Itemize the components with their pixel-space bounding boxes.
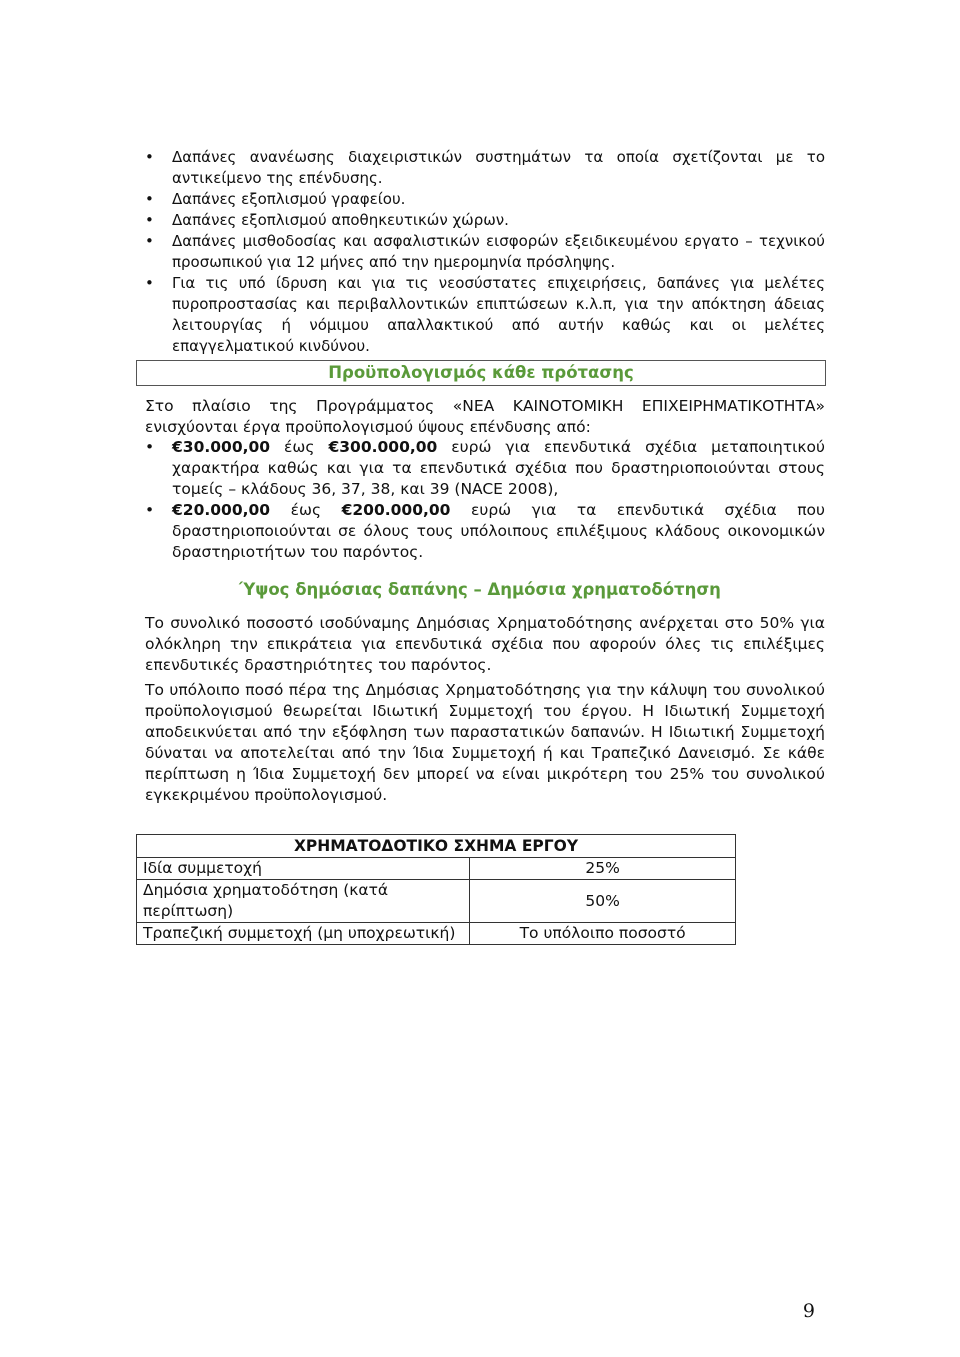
page-number: 9 (802, 1300, 815, 1322)
table-header-row (137, 835, 736, 858)
table-row (137, 858, 736, 880)
range-description: ευρώ για επενδυτικά σχέδια μεταποιητικού χαρακτήρα καθώς και για τα επενδυτικά σχέδια που δραστηριοποιούνται στους τομείς – κλάδους 36, 37, 38, και 39 (NACE 2008), (172, 438, 825, 498)
row-value: 25% (470, 858, 736, 880)
public-funding-paragraph-1: Το συνολικό ποσοστό ισοδύναμης Δημόσιας Χρηματοδότησης ανέρχεται στο 50% για ολόκληρη την επικράτεια για επενδυτικά σχέδια που αφορούν όλες τις επιλέξιμες επενδυτικές δραστηριότητες του παρόντος. (145, 614, 825, 674)
range-from: €20.000,00 (172, 501, 271, 519)
budget-range-list (145, 437, 825, 563)
list-item: • Δαπάνες εξοπλισμού γραφείου. (145, 189, 825, 210)
range-to: €200.000,00 (341, 501, 451, 519)
row-value: 50% (470, 880, 736, 923)
range-description: ευρώ για τα επενδυτικά σχέδια που δραστηριοποιούνται σε όλους τους υπόλοιπους επιλέξιμους κλάδους οικονομικών δραστηριοτήτων του παρόντος. (172, 501, 825, 561)
table-row (137, 923, 736, 945)
list-item: • Δαπάνες εξοπλισμού αποθηκευτικών χώρων. (145, 210, 825, 231)
list-item: • Δαπάνες μισθοδοσίας και ασφαλιστικών εισφορών εξειδικευμένου εργατο – τεχνικού προσωπικού για 12 μήνες από την ημερομηνία πρόσληψης. (145, 231, 825, 273)
range-to-word: έως (284, 438, 315, 456)
budget-section-heading: Προϋπολογισμός κάθε πρότασης (136, 360, 826, 386)
list-item (145, 437, 825, 500)
range-to: €300.000,00 (328, 438, 438, 456)
list-item (145, 500, 825, 563)
list-item: • Για τις υπό ίδρυση και για τις νεοσύστατες επιχειρήσεις, δαπάνες για μελέτες πυροπροστασίας και περιβαλλοντικών επιπτώσεων κ.λ.π, για την απόκτηση άδειας λειτουργίας ή νόμιμου απαλλακτικού από αυτήν καθώς και οι μελέτες επαγγελματικού κινδύνου. (145, 273, 825, 357)
table-row (137, 880, 736, 923)
public-funding-section-heading: Ύψος δημόσιας δαπάνης – Δημόσια χρηματοδότηση (239, 580, 721, 599)
funding-scheme-table (136, 834, 736, 945)
range-from: €30.000,00 (172, 438, 271, 456)
row-label: Ιδία συμμετοχή (137, 858, 470, 880)
public-funding-paragraph-2: Το υπόλοιπο ποσό πέρα της Δημόσιας Χρηματοδότησης για την κάλυψη του συνολικού προϋπολογισμού θεωρείται Ιδιωτική Συμμετοχή του έργου. Η Ιδιωτική Συμμετοχή αποδεικνύεται από την εξόφληση των παραστατικών δαπανών. Η Ιδιωτική Συμμετοχή δύναται να αποτελείται από την Ίδια Συμμετοχή ή και Τραπεζικό Δανεισμό. Σε κάθε περίπτωση η Ίδια Συμμετοχή δεν μπορεί να είναι μικρότερη του 25% του συνολικού εγκεκριμένου προϋπολογισμού. (145, 681, 825, 804)
budget-intro-paragraph: Στο πλαίσιο της Προγράμματος «ΝΕΑ ΚΑΙΝΟΤΟΜΙΚΗ ΕΠΙΧΕΙΡΗΜΑΤΙΚΟΤΗΤΑ» ενισχύονται έργα προϋπολογισμού ύψους επένδυσης από: (145, 397, 825, 436)
row-label: Δημόσια χρηματοδότηση (κατά περίπτωση) (137, 880, 470, 923)
row-value: Το υπόλοιπο ποσοστό (470, 923, 736, 945)
expense-bullet-list (145, 147, 825, 357)
list-item: • Δαπάνες ανανέωσης διαχειριστικών συστημάτων τα οποία σχετίζονται με το αντικείμενο της επένδυσης. (145, 147, 825, 189)
row-label: Τραπεζική συμμετοχή (μη υποχρεωτική) (137, 923, 470, 945)
range-to-word: έως (290, 501, 322, 519)
table-title: ΧΡΗΜΑΤΟΔΟΤΙΚΟ ΣΧΗΜΑ ΕΡΓΟΥ (137, 835, 736, 858)
